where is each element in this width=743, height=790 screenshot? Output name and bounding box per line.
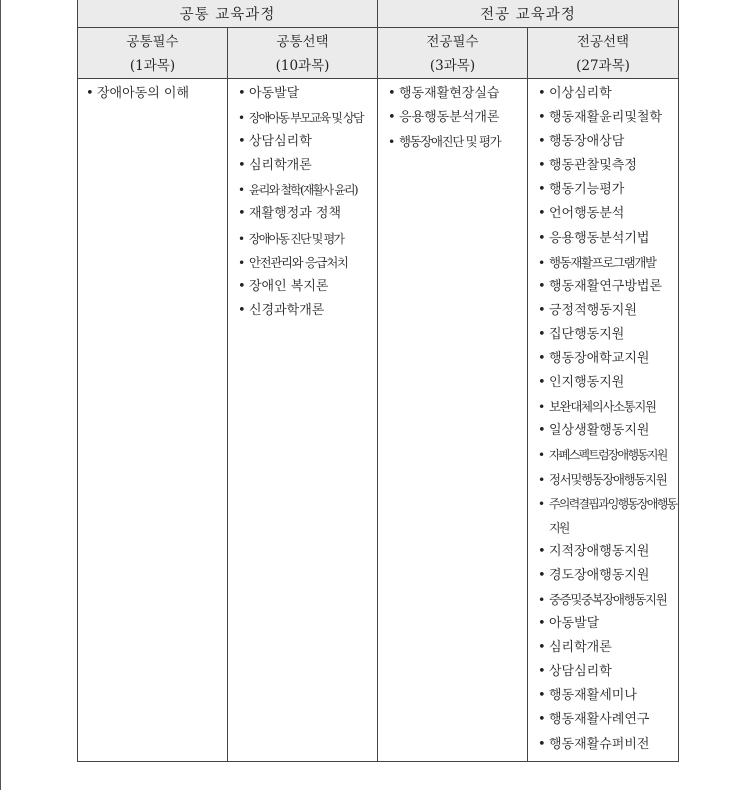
column-header-major-elective bbox=[528, 28, 679, 79]
course-item bbox=[228, 130, 377, 154]
course-name: 심리학개론 bbox=[549, 640, 612, 656]
column-type-label: 공통필수 bbox=[126, 34, 179, 50]
bullet-icon: • bbox=[538, 471, 545, 487]
course-item bbox=[528, 443, 678, 467]
course-list bbox=[528, 79, 678, 757]
column-count-label: (3과목) bbox=[429, 58, 476, 74]
course-item bbox=[78, 82, 227, 106]
column-count-label: (10과목) bbox=[275, 58, 330, 74]
course-item bbox=[528, 202, 678, 226]
bullet-icon: • bbox=[388, 110, 396, 126]
course-list bbox=[78, 79, 227, 106]
bullet-icon: • bbox=[538, 496, 544, 511]
course-item bbox=[528, 636, 678, 660]
course-name: 행동장애상담 bbox=[549, 134, 625, 150]
course-item bbox=[378, 82, 527, 106]
column-type-label: 공통선택 bbox=[276, 34, 329, 50]
course-item bbox=[528, 130, 678, 154]
course-name: 긍정적행동지원 bbox=[549, 302, 637, 318]
bullet-icon: • bbox=[238, 206, 246, 222]
course-item bbox=[528, 275, 678, 299]
page-edge-line bbox=[0, 0, 1, 790]
bullet-icon: • bbox=[238, 158, 246, 174]
course-name: 보완대체의사소통지원 bbox=[549, 399, 656, 415]
course-name: 행동재활프로그램개발 bbox=[549, 254, 656, 270]
bullet-icon: • bbox=[238, 86, 246, 101]
course-name: 언어행동분석 bbox=[549, 206, 625, 222]
bullet-icon: • bbox=[238, 231, 244, 246]
course-item bbox=[528, 564, 678, 588]
bullet-icon: • bbox=[538, 182, 546, 198]
bullet-icon: • bbox=[538, 736, 546, 752]
bullet-icon: • bbox=[538, 712, 546, 728]
column-header-common-required bbox=[78, 28, 228, 79]
course-name: 행동관찰및측정 bbox=[549, 158, 637, 174]
course-name: 장애인 복지론 bbox=[249, 278, 329, 294]
course-name: 자폐스펙트럼장애행동지원 bbox=[549, 448, 667, 463]
column-header-major-required bbox=[378, 28, 528, 79]
course-item bbox=[228, 227, 377, 251]
course-name: 일상생활행동지원 bbox=[549, 423, 650, 439]
course-name: 이상심리학 bbox=[549, 86, 612, 101]
bullet-icon: • bbox=[538, 688, 546, 704]
bullet-icon: • bbox=[538, 158, 546, 174]
course-name: 행동재활세미나 bbox=[549, 688, 637, 704]
course-item bbox=[528, 660, 678, 684]
bullet-icon: • bbox=[538, 399, 545, 415]
course-name: 안전관리와 응급처치 bbox=[249, 254, 348, 270]
course-name: 장애아동 부모교육 및 상담 bbox=[249, 111, 363, 126]
course-list bbox=[378, 79, 527, 154]
course-body-row bbox=[78, 79, 679, 762]
course-item bbox=[228, 154, 377, 178]
course-name: 행동재활슈퍼비전 bbox=[549, 736, 650, 752]
course-name: 주의력결핍과잉행동장애행동지원 bbox=[549, 496, 677, 535]
bullet-icon: • bbox=[538, 543, 546, 559]
course-item bbox=[528, 154, 678, 178]
course-item bbox=[228, 106, 377, 130]
common-elective-cell bbox=[228, 79, 378, 762]
course-item bbox=[228, 178, 377, 202]
course-item bbox=[228, 82, 377, 106]
course-name: 행동재활연구방법론 bbox=[549, 278, 663, 294]
course-name: 행동재활윤리및철학 bbox=[549, 110, 663, 126]
course-name: 인지행동지원 bbox=[549, 375, 625, 391]
course-item bbox=[528, 347, 678, 371]
bullet-icon: • bbox=[538, 134, 546, 150]
course-item bbox=[528, 468, 678, 492]
bullet-icon: • bbox=[538, 254, 545, 270]
course-item bbox=[528, 251, 678, 275]
course-list bbox=[228, 79, 377, 323]
course-item bbox=[528, 395, 678, 419]
course-name: 장애아동의 이해 bbox=[97, 86, 190, 101]
course-name: 집단행동지원 bbox=[549, 326, 625, 342]
group-header-row bbox=[78, 0, 679, 28]
bullet-icon: • bbox=[538, 640, 546, 656]
course-item bbox=[528, 106, 678, 130]
bullet-icon: • bbox=[538, 375, 546, 391]
bullet-icon: • bbox=[538, 110, 546, 126]
bullet-icon: • bbox=[538, 664, 546, 680]
course-name: 지적장애행동지원 bbox=[549, 543, 650, 559]
course-item bbox=[378, 130, 527, 154]
course-name: 정서및행동장애행동지원 bbox=[549, 471, 667, 487]
course-name: 심리학개론 bbox=[249, 158, 312, 174]
course-item bbox=[528, 178, 678, 202]
group-common-header: 공통 교육과정 bbox=[78, 0, 378, 28]
major-required-cell bbox=[378, 79, 528, 762]
course-name: 경도장애행동지원 bbox=[549, 567, 650, 583]
bullet-icon: • bbox=[538, 230, 546, 246]
course-item bbox=[528, 684, 678, 708]
bullet-icon: • bbox=[238, 254, 245, 270]
bullet-icon: • bbox=[86, 86, 94, 101]
course-name: 응용행동분석기법 bbox=[549, 230, 650, 246]
bullet-icon: • bbox=[388, 86, 396, 101]
course-name: 행동재활현장실습 bbox=[399, 86, 500, 101]
course-item bbox=[228, 202, 377, 226]
course-name: 행동재활사례연구 bbox=[549, 712, 650, 728]
course-name: 재활행정과 정책 bbox=[249, 206, 342, 222]
course-item bbox=[528, 588, 678, 612]
bullet-icon: • bbox=[238, 111, 244, 126]
common-required-cell bbox=[78, 79, 228, 762]
course-name: 상담심리학 bbox=[249, 134, 312, 150]
curriculum-table bbox=[77, 0, 679, 762]
bullet-icon: • bbox=[388, 134, 395, 150]
bullet-icon: • bbox=[538, 326, 546, 342]
course-name: 신경과학개론 bbox=[249, 302, 325, 318]
bullet-icon: • bbox=[538, 302, 546, 318]
course-item bbox=[528, 492, 678, 540]
course-name: 행동기능평가 bbox=[549, 182, 625, 198]
course-item bbox=[528, 299, 678, 323]
bullet-icon: • bbox=[538, 206, 546, 222]
bullet-icon: • bbox=[538, 448, 544, 463]
course-item bbox=[528, 227, 678, 251]
bullet-icon: • bbox=[538, 351, 546, 367]
column-header-common-elective bbox=[228, 28, 378, 79]
column-count-label: (1과목) bbox=[129, 58, 176, 74]
bullet-icon: • bbox=[538, 567, 546, 583]
column-type-label: 전공필수 bbox=[426, 34, 479, 50]
course-item bbox=[528, 82, 678, 106]
course-item bbox=[228, 251, 377, 275]
course-name: 행동장애진단 및 평가 bbox=[399, 134, 501, 150]
bullet-icon: • bbox=[538, 278, 546, 294]
course-item bbox=[228, 299, 377, 323]
course-name: 아동발달 bbox=[549, 616, 600, 632]
course-item bbox=[528, 540, 678, 564]
bullet-icon: • bbox=[238, 183, 244, 198]
bullet-icon: • bbox=[538, 86, 546, 101]
course-name: 장애아동 진단 및 평가 bbox=[249, 231, 344, 246]
type-header-row bbox=[78, 28, 679, 79]
column-count-label: (27과목) bbox=[576, 58, 630, 74]
course-item bbox=[378, 106, 527, 130]
course-name: 아동발달 bbox=[249, 86, 300, 101]
course-name: 행동장애학교지원 bbox=[549, 351, 650, 367]
bullet-icon: • bbox=[238, 302, 246, 318]
course-name: 응용행동분석개론 bbox=[399, 110, 500, 126]
bullet-icon: • bbox=[538, 591, 545, 607]
course-name: 중증및중복장애행동지원 bbox=[549, 591, 667, 607]
column-type-label: 전공선택 bbox=[576, 34, 630, 50]
course-item bbox=[528, 419, 678, 443]
course-item bbox=[228, 275, 377, 299]
bullet-icon: • bbox=[238, 278, 246, 294]
course-name: 윤리와 철학(재활사 윤리) bbox=[249, 183, 357, 198]
course-name: 상담심리학 bbox=[549, 664, 612, 680]
group-major-header: 전공 교육과정 bbox=[378, 0, 679, 28]
course-item bbox=[528, 323, 678, 347]
course-item bbox=[528, 371, 678, 395]
course-item bbox=[528, 733, 678, 757]
course-item bbox=[528, 708, 678, 732]
course-item bbox=[528, 612, 678, 636]
major-elective-cell bbox=[528, 79, 679, 762]
bullet-icon: • bbox=[238, 134, 246, 150]
bullet-icon: • bbox=[538, 616, 546, 632]
bullet-icon: • bbox=[538, 423, 546, 439]
